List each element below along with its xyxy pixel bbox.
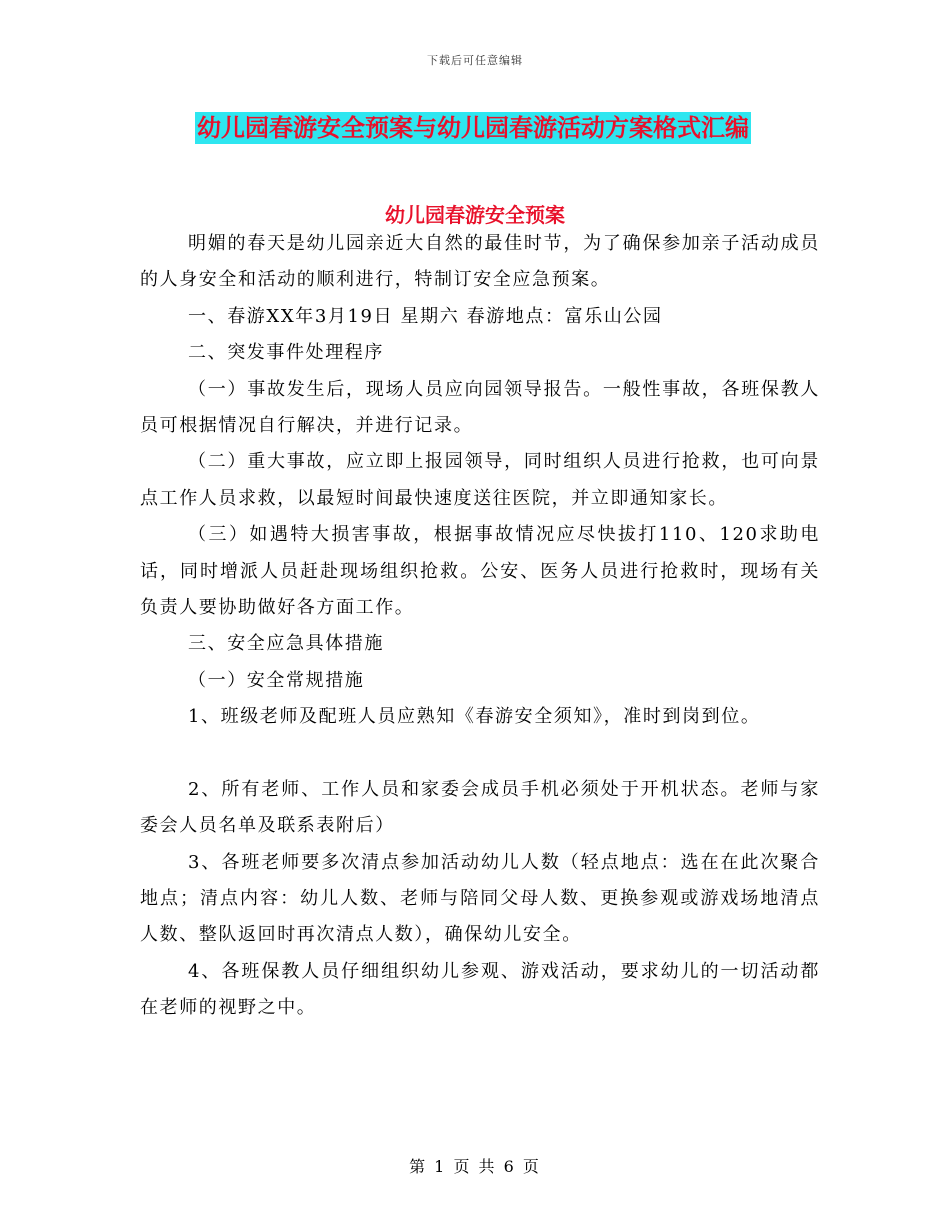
measure-item-2: 2、所有老师、工作人员和家委会成员手机必须处于开机状态。老师与家委会人员名单及联系表附后）	[140, 778, 820, 837]
document-body	[140, 226, 820, 1027]
section-title: 幼儿园春游安全预案	[385, 203, 565, 227]
intro-paragraph: 明媚的春天是幼儿园亲近大自然的最佳时节，为了确保参加亲子活动成员的人身安全和活动的顺利进行，特制订安全应急预案。	[140, 233, 820, 291]
document-main-title: 幼儿园春游安全预案与幼儿园春游活动方案格式汇编	[197, 114, 749, 142]
page-number-footer: 第 1 页 共 6 页	[409, 1157, 541, 1176]
spring-outing-info: 一、春游XX年3月19日 星期六 春游地点：富乐山公园	[188, 305, 663, 327]
procedure-item-1: （一）事故发生后，现场人员应向园领导报告。一般性事故，各班保教人员可根据情况自行解决，并进行记录。	[140, 378, 820, 437]
measure-item-4: 4、各班保教人员仔细组织幼儿参观、游戏活动，要求幼儿的一切活动都在老师的视野之中。	[140, 960, 820, 1019]
measure-item-1: 1、班级老师及配班人员应熟知《春游安全须知》，准时到岗到位。	[188, 706, 761, 728]
heading-safety-measures: 三、安全应急具体措施	[188, 633, 384, 655]
page-header: 下载后可任意编辑	[427, 54, 523, 67]
measure-item-3: 3、各班老师要多次清点参加活动幼儿人数（轻点地点：选在在此次聚合地点；清点内容：幼儿人数、老师与陪同父母人数、更换参观或游戏场地清点人数、整队返回时再次清点人数），确保幼儿安全。	[140, 851, 820, 946]
procedure-item-2: （二）重大事故，应立即上报园领导，同时组织人员进行抢救，也可向景点工作人员求救，以最短时间最快速度送往医院，并立即通知家长。	[140, 451, 820, 509]
procedure-item-3: （三）如遇特大损害事故，根据事故情况应尽快拔打110、120求助电话，同时增派人员赶赴现场组织抢救。公安、医务人员进行抢救时，现场有关负责人要协助做好各方面工作。	[140, 524, 820, 619]
heading-emergency-procedure: 二、突发事件处理程序	[188, 342, 384, 364]
subheading-routine-measures: （一）安全常规措施	[188, 669, 365, 691]
